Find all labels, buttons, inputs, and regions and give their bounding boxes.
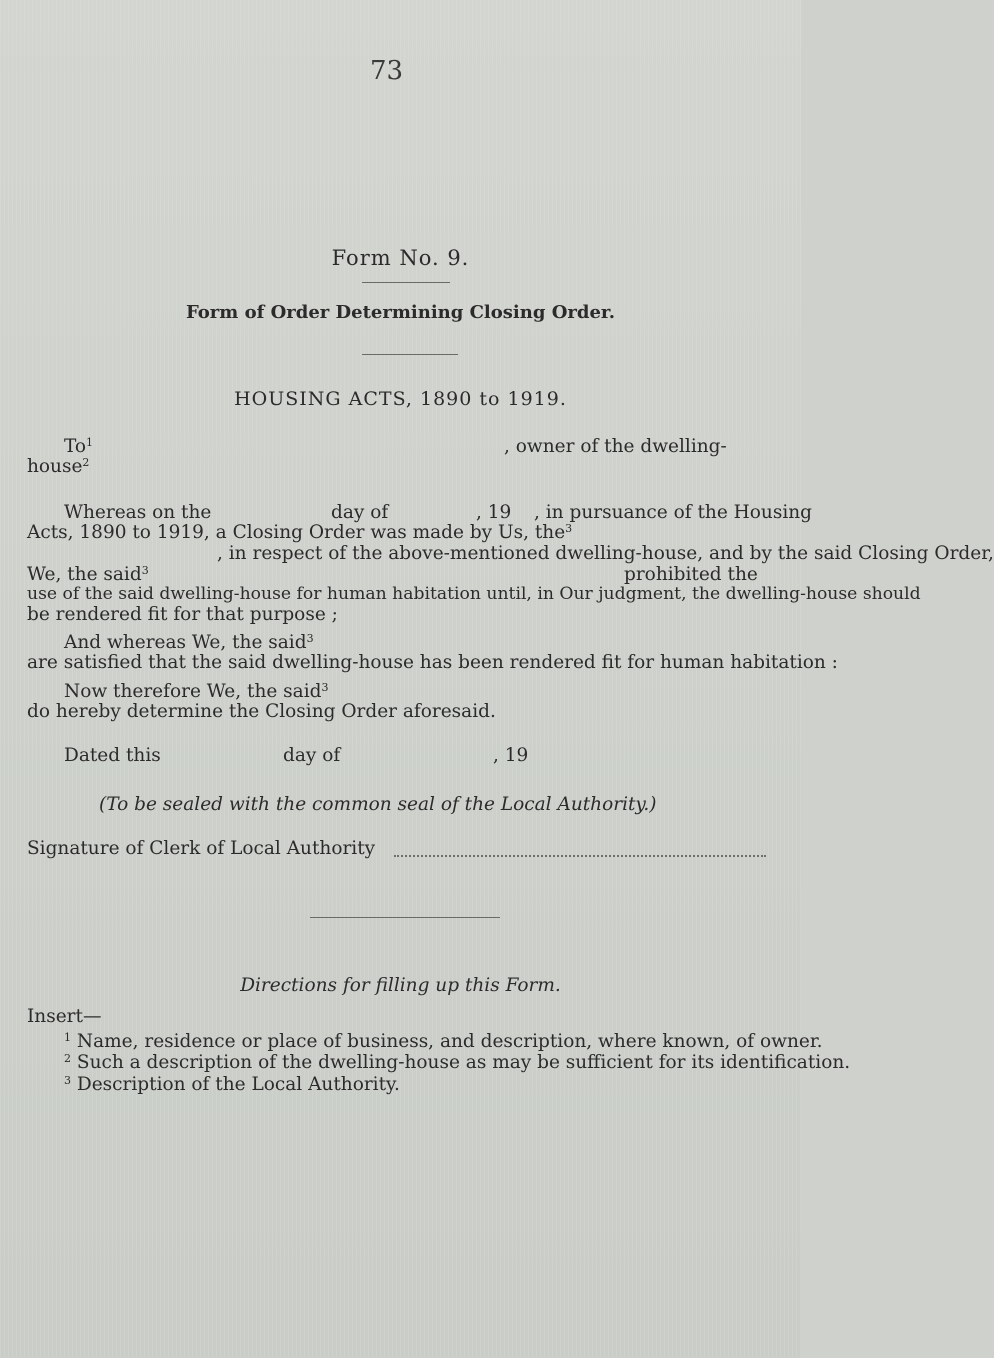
and-whereas-line-2: are satisfied that the said dwelling-house has been rendered fit for human habitation : bbox=[27, 652, 838, 673]
house-text: house bbox=[27, 456, 83, 477]
whereas-line-3: , in respect of the above-mentioned dwelling-house, and by the said Closing Order, bbox=[217, 543, 994, 564]
footnote-3 bbox=[64, 1074, 400, 1095]
whereas-pursuance: , in pursuance of the Housing bbox=[534, 502, 813, 523]
form-number: Form No. 9. bbox=[331, 246, 470, 270]
house-label bbox=[27, 456, 89, 477]
signature-dotted-line bbox=[394, 855, 766, 857]
form-title: Form of Order Determining Closing Order. bbox=[185, 302, 615, 323]
footnote-ref: 3 bbox=[565, 522, 573, 535]
whereas-start: Whereas on the bbox=[64, 502, 212, 523]
whereas-line-4 bbox=[27, 564, 149, 585]
whereas-year: , 19 bbox=[476, 502, 512, 523]
to-label bbox=[64, 436, 93, 457]
insert-label: Insert— bbox=[27, 1006, 102, 1027]
dated-year: , 19 bbox=[493, 745, 529, 766]
dated-day-of: day of bbox=[283, 745, 341, 766]
footnote-2 bbox=[64, 1052, 850, 1073]
footnote-1 bbox=[64, 1031, 823, 1052]
and-whereas-line-1 bbox=[64, 632, 314, 653]
whereas-line-2 bbox=[27, 522, 572, 543]
and-whereas-text: And whereas We, the said bbox=[64, 632, 307, 653]
footnote-ref: 3 bbox=[64, 1074, 71, 1087]
footnote-text: Description of the Local Authority. bbox=[76, 1074, 400, 1095]
divider bbox=[362, 354, 458, 355]
footnote-ref: 3 bbox=[141, 564, 149, 577]
signature-label: Signature of Clerk of Local Authority bbox=[27, 838, 376, 859]
whereas-prohibited: prohibited the bbox=[624, 564, 758, 585]
footnote-ref: 3 bbox=[321, 681, 329, 694]
now-therefore-line-1 bbox=[64, 681, 328, 702]
footnote-ref: 3 bbox=[306, 632, 314, 645]
to-text: To bbox=[64, 436, 87, 457]
footnote-ref: 2 bbox=[82, 456, 90, 469]
footnote-ref: 1 bbox=[86, 436, 94, 449]
whereas-line-5: use of the said dwelling-house for human habitation until, in Our judgment, the dwelling-house should bbox=[27, 584, 921, 604]
whereas-line-6: be rendered fit for that purpose ; bbox=[27, 604, 338, 625]
footnote-ref: 2 bbox=[64, 1052, 71, 1065]
owner-text: , owner of the dwelling- bbox=[504, 436, 727, 457]
now-therefore-line-2: do hereby determine the Closing Order aforesaid. bbox=[27, 701, 496, 722]
now-therefore-text: Now therefore We, the said bbox=[64, 681, 322, 702]
sealed-note: (To be sealed with the common seal of the Local Authority.) bbox=[99, 794, 657, 815]
dated-label: Dated this bbox=[64, 745, 161, 766]
whereas-line-4-text: We, the said bbox=[27, 564, 142, 585]
footnote-text: Such a description of the dwelling-house as may be sufficient for its identification. bbox=[76, 1052, 851, 1073]
acts-heading: HOUSING ACTS, 1890 to 1919. bbox=[234, 388, 567, 410]
divider bbox=[310, 917, 500, 918]
page-number: 73 bbox=[370, 56, 404, 86]
whereas-line-2-text: Acts, 1890 to 1919, a Closing Order was made by Us, the bbox=[27, 522, 566, 543]
footnote-text: Name, residence or place of business, and description, where known, of owner. bbox=[76, 1031, 823, 1052]
whereas-day-of: day of bbox=[331, 502, 389, 523]
footnote-ref: 1 bbox=[64, 1031, 71, 1044]
divider bbox=[362, 282, 450, 283]
directions-heading: Directions for filling up this Form. bbox=[240, 975, 561, 996]
